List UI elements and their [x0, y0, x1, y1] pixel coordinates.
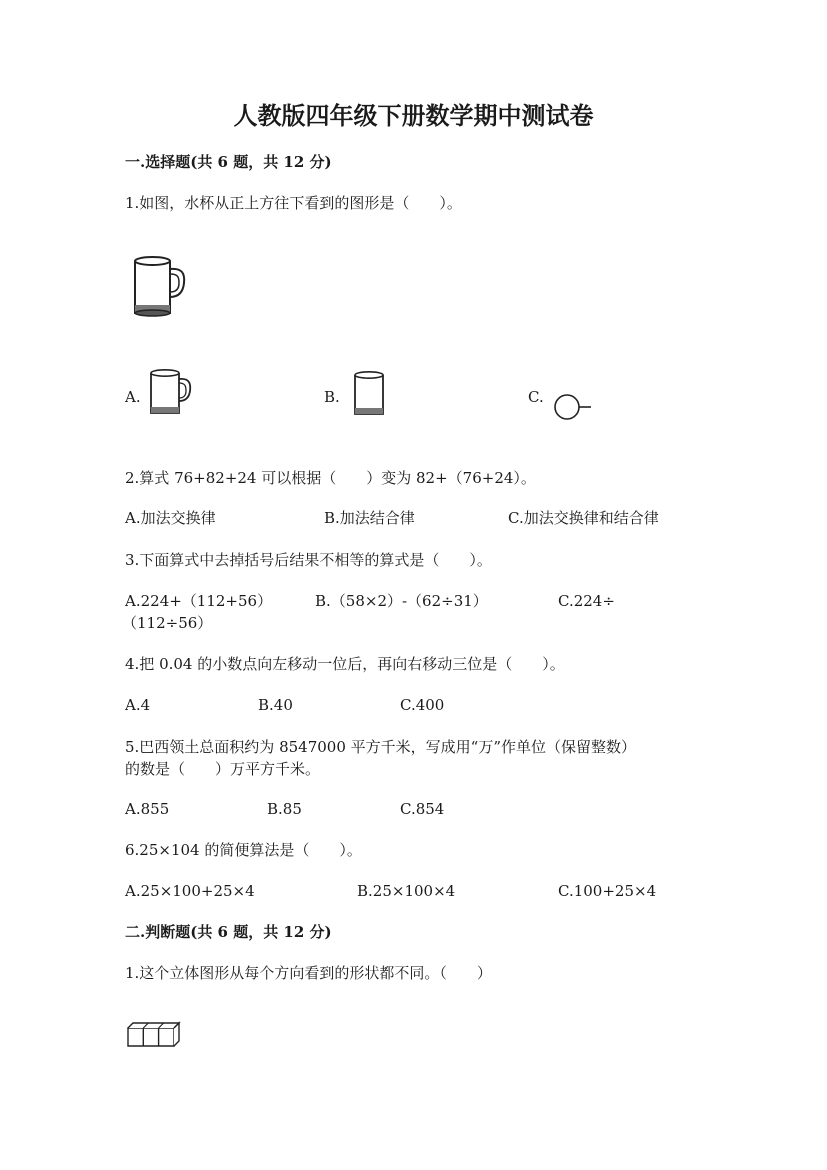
q3-option-b: B.（58×2）-（62÷31） — [315, 592, 488, 610]
q5-stem-line1: 5.巴西领土总面积约为 8547000 平方千米，写成用“万”作单位（保留整数） — [125, 738, 636, 756]
q5-option-c: C.854 — [400, 800, 445, 818]
q3-option-a: A.224+（112+56） — [125, 592, 273, 610]
q4-option-b: B.40 — [258, 696, 293, 714]
q1-option-b-label: B. — [324, 388, 340, 406]
s2-q1-stem: 1.这个立体图形从每个方向看到的形状都不同。（ ） — [125, 964, 492, 982]
page-title: 人教版四年级下册数学期中测试卷 — [233, 101, 594, 130]
q2-stem: 2.算式 76+82+24 可以根据（ ）变为 82+（76+24）。 — [125, 469, 536, 487]
three-cubes-figure — [127, 1022, 182, 1048]
cylinder-icon — [352, 370, 388, 420]
cup-figure — [130, 255, 190, 320]
q6-option-a: A.25×100+25×4 — [125, 882, 255, 900]
q1-stem: 1.如图，水杯从正上方往下看到的图形是（ ）。 — [125, 194, 462, 212]
q2-option-c: C.加法交换律和结合律 — [508, 509, 659, 527]
q5-option-a: A.855 — [125, 800, 170, 818]
section2-heading: 二.判断题(共 6 题，共 12 分) — [125, 923, 332, 941]
q3-option-c: C.224÷ — [558, 592, 615, 610]
q1-option-c-label: C. — [528, 388, 544, 406]
q6-option-b: B.25×100×4 — [357, 882, 456, 900]
q1-option-a-label: A. — [125, 388, 141, 406]
q2-option-b: B.加法结合律 — [324, 509, 415, 527]
q4-option-c: C.400 — [400, 696, 445, 714]
q5-stem-line2: 的数是（ ）万平方千米。 — [125, 760, 321, 778]
q5-option-b: B.85 — [267, 800, 302, 818]
circle-with-handle-icon — [553, 393, 595, 421]
q6-option-c: C.100+25×4 — [558, 882, 657, 900]
section1-heading: 一.选择题(共 6 题，共 12 分) — [125, 153, 332, 171]
q4-option-a: A.4 — [125, 696, 151, 714]
q4-stem: 4.把 0.04 的小数点向左移动一位后，再向右移动三位是（ ）。 — [125, 655, 565, 673]
q3-option-c-continued: （112÷56） — [122, 614, 213, 632]
q3-stem: 3.下面算式中去掉括号后结果不相等的算式是（ ）。 — [125, 551, 492, 569]
q2-option-a: A.加法交换律 — [125, 509, 216, 527]
q6-stem: 6.25×104 的简便算法是（ ）。 — [125, 841, 362, 859]
cup-side-view-icon — [148, 368, 194, 420]
